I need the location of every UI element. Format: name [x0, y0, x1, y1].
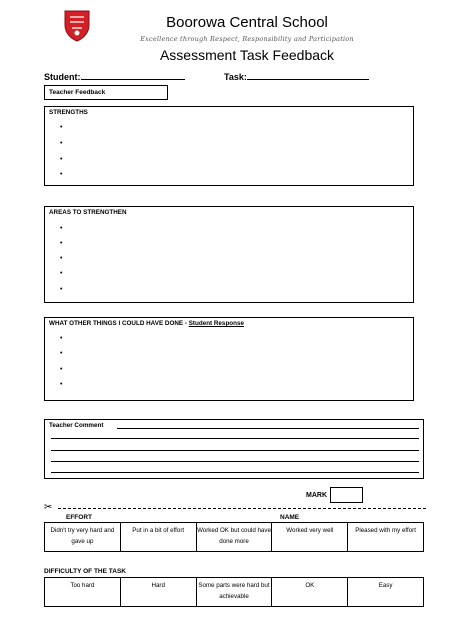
strengths-bullet: •	[60, 171, 63, 178]
effort-option[interactable]: Pleased with my effort	[348, 523, 424, 552]
strengths-section[interactable]	[44, 106, 414, 186]
difficulty-option[interactable]: Some parts were hard but achievable	[196, 578, 272, 607]
effort-option[interactable]: Worked very well	[272, 523, 348, 552]
other-title	[49, 320, 244, 327]
areas-bullet: •	[60, 240, 63, 247]
areas-bullet: •	[60, 225, 63, 232]
effort-option[interactable]: Put in a bit of effort	[120, 523, 196, 552]
student-input-line[interactable]	[81, 71, 185, 80]
comment-line	[117, 428, 419, 429]
effort-label: EFFORT	[66, 514, 92, 521]
other-bullet: •	[60, 350, 63, 357]
cut-line	[58, 508, 426, 509]
areas-bullet: •	[60, 286, 63, 293]
effort-table	[44, 522, 424, 552]
other-bullet: •	[60, 366, 63, 373]
scissors-icon: ✂	[44, 502, 53, 513]
comment-line	[51, 450, 419, 451]
student-label: Student:	[44, 72, 81, 82]
other-bullet: •	[60, 335, 63, 342]
strengths-bullet: •	[60, 156, 63, 163]
other-title-text: WHAT OTHER THINGS I COULD HAVE DONE -	[49, 320, 189, 327]
effort-option[interactable]: Worked OK but could have done more	[196, 523, 272, 552]
strengths-bullet: •	[60, 140, 63, 147]
task-input-line[interactable]	[247, 71, 369, 80]
other-bullet: •	[60, 381, 63, 388]
difficulty-option[interactable]: OK	[272, 578, 348, 607]
difficulty-label: DIFFICULTY OF THE TASK	[44, 568, 126, 575]
areas-title: AREAS TO STRENGTHEN	[49, 209, 127, 216]
school-name: Boorowa Central School	[166, 14, 328, 31]
document-title: Assessment Task Feedback	[159, 47, 335, 63]
effort-option[interactable]: Didn't try very hard and gave up	[45, 523, 121, 552]
teacher-comment-label: Teacher Comment	[49, 422, 104, 429]
areas-bullet: •	[60, 255, 63, 262]
difficulty-option[interactable]: Too hard	[45, 578, 121, 607]
strengths-title: STRENGTHS	[49, 109, 88, 116]
teacher-feedback-label: Teacher Feedback	[44, 85, 168, 100]
difficulty-table	[44, 577, 424, 607]
areas-bullet: •	[60, 270, 63, 277]
student-field	[44, 71, 185, 82]
comment-line	[51, 438, 419, 439]
student-response-label: Student Response	[188, 320, 244, 327]
difficulty-option[interactable]: Hard	[120, 578, 196, 607]
strengths-bullet: •	[60, 124, 63, 131]
mark-input-box[interactable]	[330, 487, 363, 503]
comment-line	[51, 472, 419, 473]
mark-label: MARK	[306, 492, 327, 499]
teacher-comment-box[interactable]	[44, 419, 424, 479]
student-response-section[interactable]	[44, 317, 414, 401]
difficulty-option[interactable]: Easy	[348, 578, 424, 607]
areas-to-strengthen-section[interactable]	[44, 206, 414, 303]
comment-line	[51, 461, 419, 462]
name-label: NAME	[280, 514, 300, 521]
task-label: Task:	[224, 72, 247, 82]
school-motto: Excellence through Respect, Responsibility and Participation	[140, 35, 354, 43]
task-field	[224, 71, 369, 82]
